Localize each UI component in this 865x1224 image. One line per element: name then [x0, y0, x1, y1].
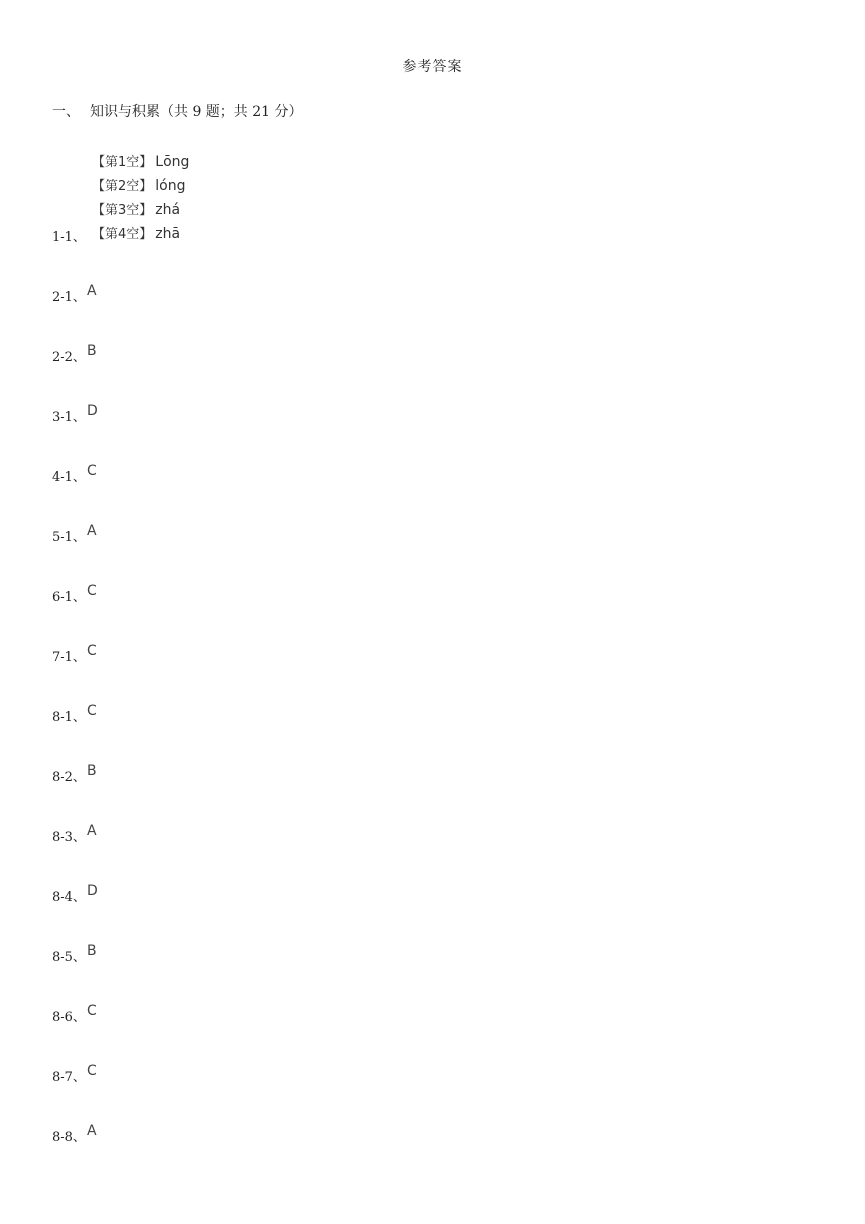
answer-row: [52, 403, 98, 436]
answer-letter: C: [86, 463, 97, 479]
answer-letter: D: [86, 403, 98, 419]
answer-letter: A: [86, 1123, 97, 1139]
question-number: 1-1、: [52, 230, 86, 245]
blank-label: 【第4空】: [92, 227, 153, 242]
answer-letter: B: [86, 763, 97, 779]
blank-row: [92, 200, 189, 224]
question-number: 5-1、: [52, 530, 86, 545]
answer-row: [52, 883, 98, 916]
question-number: 7-1、: [52, 650, 86, 665]
blank-row: [92, 152, 189, 176]
section-number: 一、: [52, 104, 80, 120]
answer-row: [52, 283, 97, 316]
page-title: 参考答案: [402, 59, 463, 75]
answer-row: [52, 703, 97, 736]
blank-row: [92, 224, 189, 248]
question-number: 3-1、: [52, 410, 86, 425]
blank-value: zhā: [155, 226, 181, 242]
answer-letter: A: [86, 283, 97, 299]
answer-row: [52, 1123, 97, 1156]
blank-value: lóng: [155, 178, 186, 194]
blank-value: zhá: [155, 202, 181, 218]
answer-row: [52, 1003, 97, 1036]
blank-row: [92, 176, 189, 200]
answer-row: [52, 943, 97, 976]
answer-letter: D: [86, 883, 98, 899]
blank-value: Lōng: [155, 154, 190, 170]
question-number: 8-3、: [52, 830, 86, 845]
answer-row: [52, 583, 97, 616]
answer-row: [52, 343, 97, 376]
answer-row: [52, 463, 97, 496]
answer-letter: C: [86, 703, 97, 719]
answer-row: [52, 763, 97, 796]
blank-label: 【第3空】: [92, 203, 153, 218]
question-number: 2-2、: [52, 350, 86, 365]
question-number: 8-7、: [52, 1070, 86, 1085]
answer-letter: A: [86, 823, 97, 839]
question-number: 8-2、: [52, 770, 86, 785]
answer-letter: C: [86, 643, 97, 659]
answer-row: [52, 1063, 97, 1096]
question-number: 8-8、: [52, 1130, 86, 1145]
answer-row: [52, 523, 97, 556]
section-heading: [52, 101, 303, 121]
question-number: 2-1、: [52, 290, 86, 305]
answer-row-1-1: [52, 226, 86, 256]
q1-blanks: [92, 152, 189, 248]
question-number: 8-1、: [52, 710, 86, 725]
section-title: 知识与积累（共 9 题；共 21 分）: [90, 104, 303, 120]
blank-label: 【第2空】: [92, 179, 153, 194]
answer-row: [52, 823, 97, 856]
question-number: 8-4、: [52, 890, 86, 905]
answer-row: [52, 643, 97, 676]
answer-letter: A: [86, 523, 97, 539]
answer-letter: C: [86, 1063, 97, 1079]
answer-letter: C: [86, 1003, 97, 1019]
answer-letter: B: [86, 943, 97, 959]
question-number: 6-1、: [52, 590, 86, 605]
question-number: 8-6、: [52, 1010, 86, 1025]
answer-letter: C: [86, 583, 97, 599]
answer-letter: B: [86, 343, 97, 359]
question-number: 8-5、: [52, 950, 86, 965]
question-number: 4-1、: [52, 470, 86, 485]
blank-label: 【第1空】: [92, 155, 153, 170]
